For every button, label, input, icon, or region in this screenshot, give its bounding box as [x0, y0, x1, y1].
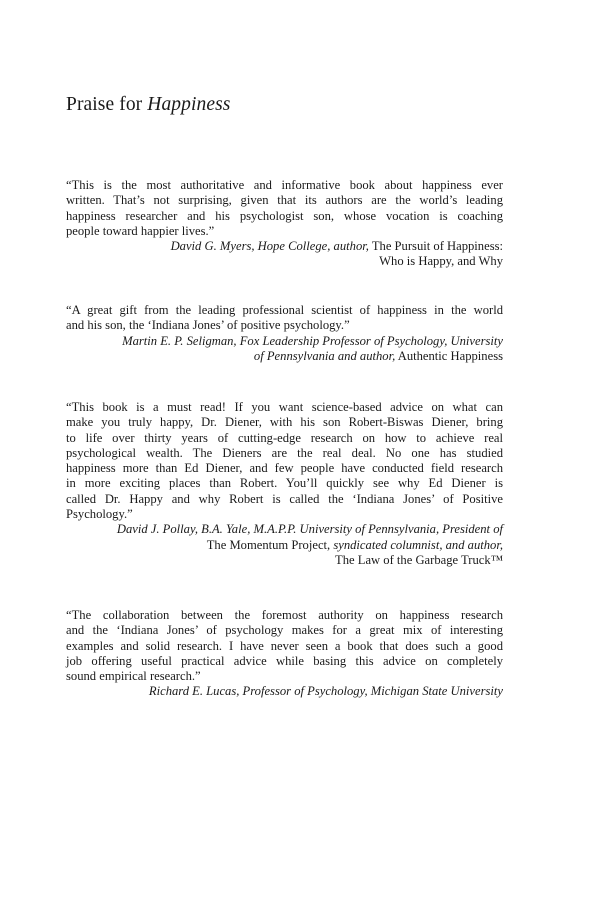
attribution-name: Martin E. P. Seligman, Fox Leadership Professor of Psychology, University: [122, 333, 503, 348]
quote-line: job offering useful practical advice while basing this advice on completely: [66, 653, 503, 668]
quote-line: to life over thirty years of cutting-edge research on how to achieve real: [66, 430, 503, 445]
blurb-attribution: [66, 684, 503, 699]
attribution-book-title: Authentic Happiness: [397, 348, 503, 363]
attribution-book-title: The Law of the Garbage Truck™: [335, 552, 503, 567]
quote-line: and his son, the ‘Indiana Jones’ of positive psychology.”: [66, 318, 350, 333]
quote-line: “A great gift from the leading professional scientist of happiness in the world: [66, 303, 503, 317]
praise-blurb-lucas: [66, 608, 503, 700]
attribution-name: Richard E. Lucas, Professor of Psychology, Michigan State University: [148, 684, 503, 699]
attribution-book-title: The Pursuit of Happiness:: [371, 239, 503, 254]
quote-line: and the ‘Indiana Jones’ of psychology makes for a great mix of interesting: [66, 623, 503, 638]
quote-line: Psychology.”: [66, 507, 133, 522]
quote-line: called Dr. Happy and why Robert is called the ‘Indiana Jones’ of Positive: [66, 491, 503, 506]
page-title: [66, 94, 231, 116]
quote-line: psychological wealth. The Dieners are the real deal. No one has studied: [66, 445, 503, 460]
blurb-quote: [66, 178, 503, 239]
attribution-affiliation: of Pennsylvania and author,: [253, 348, 396, 363]
quote-line: happiness more than Ed Diener, and few people have conducted field research: [66, 461, 503, 476]
attribution-name: David J. Pollay, B.A. Yale, M.A.P.P. University of Pennsylvania, President of: [116, 522, 503, 537]
attribution-organization: The Momentum Project,: [206, 537, 331, 552]
blurb-attribution: [66, 334, 503, 365]
page-title-book: Happiness: [147, 94, 231, 115]
praise-blurb-myers: [66, 178, 503, 270]
attribution-book-title-cont: Who is Happy, and Why: [379, 254, 503, 269]
blurb-quote: [66, 400, 503, 522]
quote-line: in more exciting places than Robert. You’ll quickly see why Ed Diener is: [66, 476, 503, 491]
quote-line: written. That’s not surprising, given that its authors are the world’s leading: [66, 193, 503, 208]
attribution-name: David G. Myers, Hope College, author,: [170, 239, 369, 254]
quote-line: “This book is a must read! If you want science-based advice on what can: [66, 400, 503, 414]
praise-blurb-seligman: [66, 303, 503, 364]
quote-line: people toward happier lives.”: [66, 223, 215, 238]
blurb-attribution: [66, 522, 503, 568]
quote-line: happiness researcher and his psychologist son, whose vocation is coaching: [66, 208, 503, 223]
blurb-quote: [66, 303, 503, 334]
quote-line: “The collaboration between the foremost authority on happiness research: [66, 608, 503, 622]
quote-line: sound empirical research.”: [66, 669, 201, 684]
attribution-role: syndicated columnist, and author,: [333, 537, 503, 552]
praise-blurb-pollay: [66, 400, 503, 568]
blurb-attribution: [66, 239, 503, 270]
quote-line: “This is the most authoritative and informative book about happiness ever: [66, 178, 503, 192]
quote-line: make you truly happy, Dr. Diener, with his son Robert-Biswas Diener, bring: [66, 415, 503, 430]
blurb-quote: [66, 608, 503, 684]
page-title-prefix: Praise for: [66, 94, 143, 115]
quote-line: examples and solid research. I have never seen a book that does such a good: [66, 638, 503, 653]
